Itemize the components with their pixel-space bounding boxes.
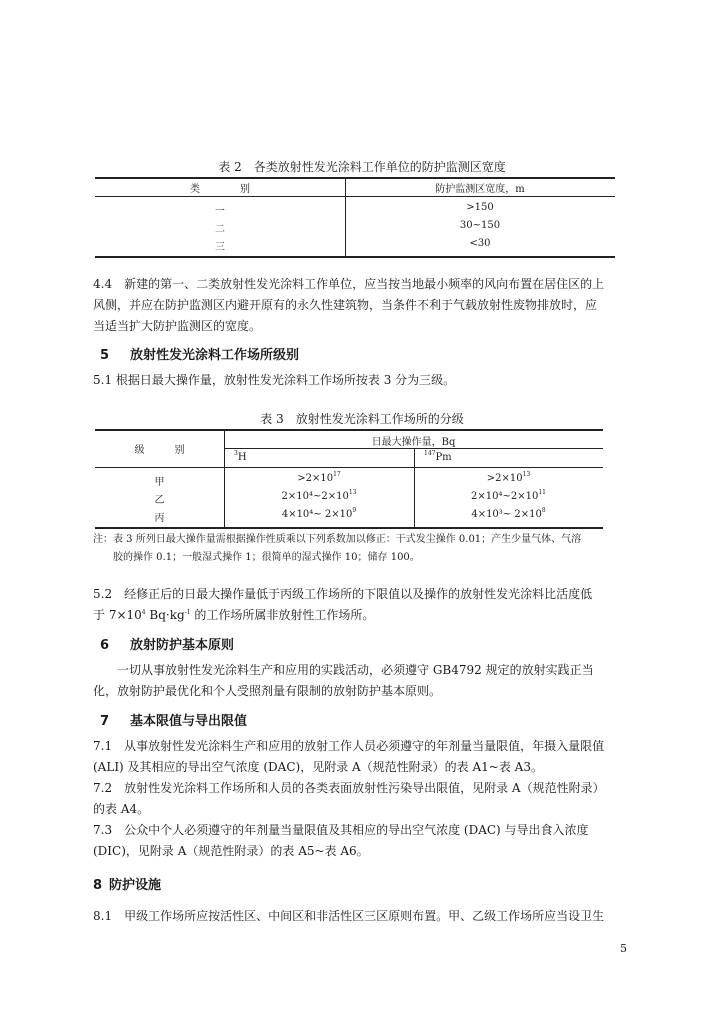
cell-value: 4×10⁴~ 2×10 bbox=[281, 509, 353, 520]
text-run: Bq·kg bbox=[145, 608, 185, 622]
table3-bottom-rule bbox=[95, 527, 603, 529]
table3-cell-level: 乙 bbox=[154, 495, 165, 506]
paragraph-line: 5.1 根据日最大操作量，放射性发光涂料工作场所按表 3 分为三级。 bbox=[93, 373, 456, 387]
section-heading-6 bbox=[100, 634, 234, 653]
cell-exponent: 8 bbox=[541, 507, 546, 514]
cell-value: 2×10⁴~2×10 bbox=[471, 491, 539, 502]
table3-header-level: 级 别 bbox=[134, 445, 185, 456]
table3-group-rule bbox=[224, 448, 603, 449]
paragraph-line bbox=[93, 605, 641, 626]
paragraph-line: 当适当扩大防护监测区的宽度。 bbox=[93, 319, 262, 333]
section-title: 放射防护基本原则 bbox=[130, 638, 235, 653]
table2-cell-category: 二 bbox=[215, 224, 225, 235]
table3-header-pm147 bbox=[424, 452, 452, 463]
paragraph-line: 化，放射防护最优化和个人受照剂量有限制的放射防护基本原则。 bbox=[93, 684, 442, 698]
cell-value: 2×10⁴~2×10 bbox=[281, 491, 349, 502]
paragraph-8-1 bbox=[93, 906, 641, 927]
paragraph-line: 5.2 经修正后的日最大操作量低于丙级工作场所的下限值以及操作的放射性发光涂料比活度低 bbox=[93, 587, 593, 601]
table2-cell-width: >150 bbox=[466, 202, 494, 213]
table2-caption: 表 2 各类放射性发光涂料工作单位的防护监测区宽度 bbox=[218, 160, 506, 174]
section-title: 基本限值与导出限值 bbox=[130, 714, 248, 729]
paragraph-5-2 bbox=[93, 584, 641, 626]
table3-header-rule bbox=[95, 467, 603, 468]
paragraph-line: 风侧，并应在防护监测区内避开原有的永久性建筑物，当条件不利于气载放射性废物排放时，应 bbox=[93, 298, 598, 312]
text-run: 于 7×10 bbox=[93, 608, 142, 622]
table2-header-category: 类 别 bbox=[190, 184, 250, 195]
table3-header-group: 日最大操作量，Bq bbox=[371, 437, 456, 448]
table3-cell-h3 bbox=[224, 473, 414, 484]
paragraph-line: (ALI) 及其相应的导出空气浓度 (DAC)，见附录 A（规范性附录）的表 A1~表 A3。 bbox=[93, 760, 543, 774]
cell-exponent: 9 bbox=[352, 507, 357, 514]
cell-exponent: 11 bbox=[538, 489, 546, 496]
table3-header-h3 bbox=[234, 452, 247, 463]
page-number: 5 bbox=[620, 942, 627, 955]
section-number: 7 bbox=[100, 714, 110, 729]
cell-value: 4×10³~ 2×10 bbox=[471, 509, 542, 520]
table3-cell-pm147 bbox=[414, 491, 603, 502]
table2-header-rule bbox=[95, 196, 615, 197]
paragraph-7-3 bbox=[93, 820, 641, 862]
isotope-mass-number: 3 bbox=[234, 450, 238, 457]
text-run: 的工作场所属非放射性工作场所。 bbox=[190, 608, 375, 622]
section-title: 放射性发光涂料工作场所级别 bbox=[130, 348, 300, 363]
isotope-symbol: Pm bbox=[435, 452, 452, 463]
exponent: 4 bbox=[141, 609, 146, 616]
table2-cell-category: 一 bbox=[215, 206, 225, 217]
paragraph-line: 的表 A4。 bbox=[93, 802, 150, 816]
paragraph-line: 7.2 放射性发光涂料工作场所和人员的各类表面放射性污染导出限值，见附录 A（规范性附录） bbox=[93, 781, 605, 795]
isotope-symbol: H bbox=[237, 452, 247, 463]
table3-caption: 表 3 放射性发光涂料工作场所的分级 bbox=[260, 412, 464, 426]
cell-value: >2×10 bbox=[297, 473, 334, 484]
table2-cell-width: <30 bbox=[469, 238, 491, 249]
table3-cell-level: 甲 bbox=[154, 477, 165, 488]
paragraph-line: 一切从事放射性发光涂料生产和应用的实践活动，必须遵守 GB4792 规定的放射实践正当 bbox=[93, 663, 594, 677]
note-line: 注：表 3 所列日最大操作量需根据操作性质乘以下列系数加以修正：干式发尘操作 0.01；产生少量气体、气溶 bbox=[93, 534, 582, 545]
section-title: 防护设施 bbox=[109, 878, 162, 893]
exponent: -1 bbox=[184, 609, 191, 616]
paragraph-6 bbox=[93, 660, 641, 702]
cell-value: >2×10 bbox=[486, 473, 523, 484]
table3-cell-level: 丙 bbox=[154, 513, 165, 524]
paragraph-line: 7.3 公众中个人必须遵守的年剂量当量限值及其相应的导出空气浓度 (DAC) 与导出食入浓度 bbox=[93, 823, 589, 837]
table2-bottom-rule bbox=[95, 256, 615, 258]
table3-cell-pm147 bbox=[414, 473, 603, 484]
section-number: 5 bbox=[100, 348, 110, 363]
paragraph-7-2 bbox=[93, 778, 641, 820]
table3-cell-h3 bbox=[224, 509, 414, 520]
table3-cell-h3 bbox=[224, 491, 414, 502]
table3-note bbox=[93, 531, 643, 567]
note-line: 胶的操作 0.1；一般湿式操作 1；很简单的湿式操作 10；储存 100。 bbox=[113, 552, 420, 563]
table2-top-rule bbox=[95, 177, 615, 179]
section-heading-5 bbox=[100, 344, 299, 363]
paragraph-7-1 bbox=[93, 736, 641, 778]
section-heading-8 bbox=[93, 874, 161, 893]
paragraph-line: 4.4 新建的第一、二类放射性发光涂料工作单位，应当按当地最小频率的风向布置在居住区的上 bbox=[93, 277, 605, 291]
section-heading-7 bbox=[100, 710, 247, 729]
paragraph-line: 8.1 甲级工作场所应按活性区、中间区和非活性区三区原则布置。甲、乙级工作场所应当设卫生 bbox=[93, 909, 605, 923]
paragraph-4-4 bbox=[93, 274, 641, 337]
table2-cell-width: 30~150 bbox=[459, 220, 501, 231]
paragraph-line: (DIC)，见附录 A（规范性附录）的表 A5~表 A6。 bbox=[93, 844, 369, 858]
cell-exponent: 13 bbox=[348, 489, 357, 496]
table3-cell-pm147 bbox=[414, 509, 603, 520]
section-number: 8 bbox=[93, 878, 103, 893]
table2-cell-category: 三 bbox=[215, 242, 225, 253]
table3-top-rule bbox=[95, 429, 603, 431]
cell-exponent: 13 bbox=[522, 471, 531, 478]
paragraph-5-1 bbox=[93, 370, 641, 391]
cell-exponent: 17 bbox=[333, 471, 341, 478]
table2-header-width: 防护监测区宽度，m bbox=[435, 184, 525, 195]
section-number: 6 bbox=[100, 638, 110, 653]
paragraph-line: 7.1 从事放射性发光涂料生产和应用的放射工作人员必须遵守的年剂量当量限值，年摄入量限值 bbox=[93, 739, 605, 753]
isotope-mass-number: 147 bbox=[424, 450, 436, 457]
